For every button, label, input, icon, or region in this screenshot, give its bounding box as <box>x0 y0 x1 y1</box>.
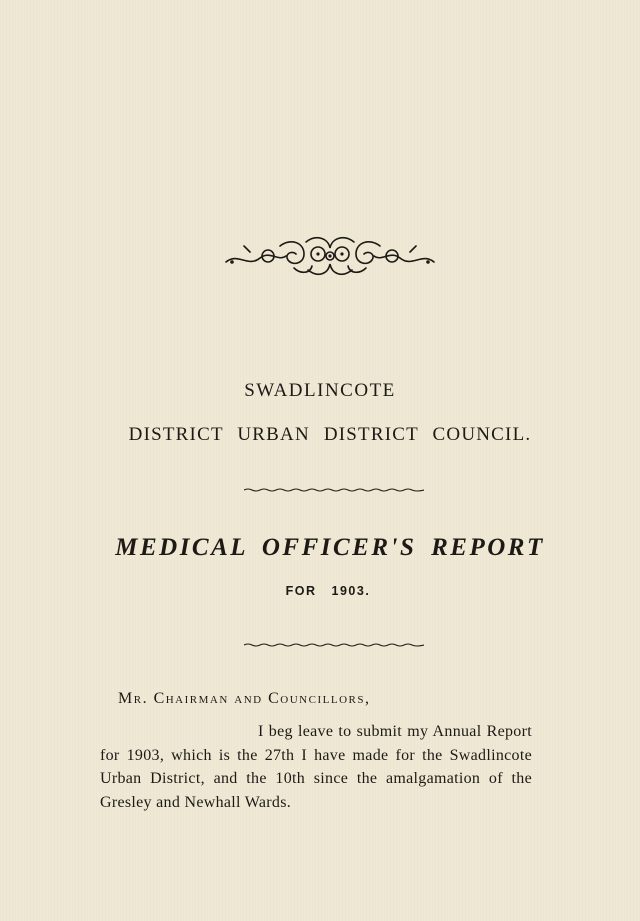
letter-paragraph <box>100 720 532 814</box>
wavy-rule-icon <box>244 642 424 648</box>
scroll-ornament-icon <box>220 232 440 280</box>
heading-town: SWADLINCOTE <box>244 380 396 401</box>
heading-council: DISTRICT URBAN DISTRICT COUNCIL. <box>128 424 532 445</box>
letter-salutation: Mr. Chairman and Councillors, <box>118 690 371 707</box>
wavy-rule-icon <box>244 487 424 493</box>
letter-paragraph-text: I beg leave to submit my Annual Report for 1903, which is the 27th I have made for the Swadlincote Urban District, and the 10th since the amalgamation of the Gresley and Newhall Wards. <box>100 723 532 811</box>
report-title: MEDICAL OFFICER'S REPORT <box>115 534 545 561</box>
report-year: FOR 1903. <box>285 584 371 598</box>
